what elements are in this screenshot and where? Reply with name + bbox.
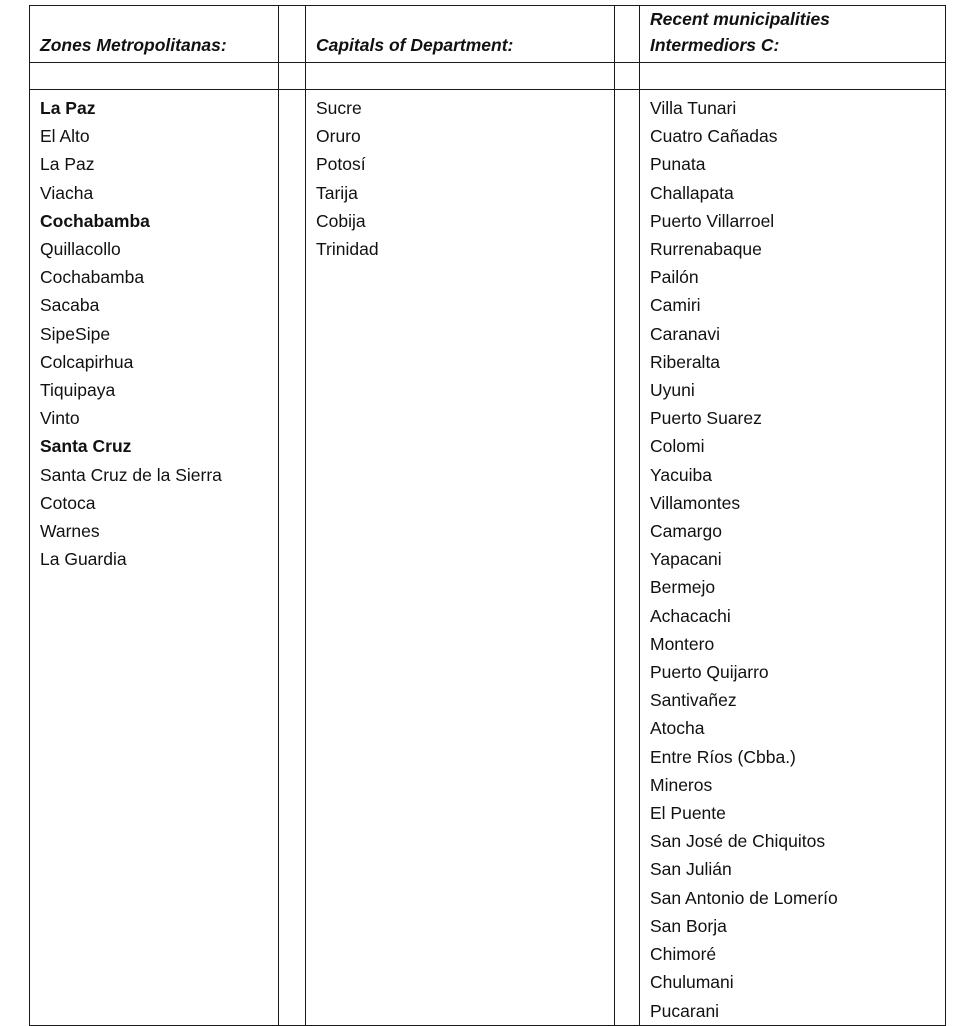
intermediate-list-item: Villa Tunari — [650, 98, 737, 118]
intermediate-list-item: Pailón — [650, 267, 699, 288]
intermediate-list-item: Camargo — [650, 521, 722, 542]
header-row — [30, 6, 946, 63]
metropolitan-header-cell — [30, 6, 279, 63]
intermediate-cell — [640, 90, 946, 1026]
intermediate-list-item: Chimoré — [650, 944, 717, 965]
intermediate-list-item: Challapata — [650, 182, 734, 203]
intermediate-list-item: Puerto Villarroel — [650, 210, 775, 231]
intermediate-list-item: Santivañez — [650, 690, 737, 711]
intermediate-list-item: San Borja — [650, 915, 727, 936]
intermediate-list-item: Punata — [650, 154, 706, 175]
gap-cell — [615, 6, 640, 63]
metropolitan-list-item: Cochabamba — [40, 210, 150, 231]
metropolitan-list-item: Cochabamba — [40, 267, 145, 288]
metropolitan-list-item: La Guardia — [40, 549, 127, 570]
metropolitan-list-item: SipeSipe — [40, 323, 111, 344]
capitals-cell — [306, 90, 615, 1026]
intermediate-list-item: El Puente — [650, 803, 726, 824]
body-row — [30, 90, 946, 1026]
intermediate-list-item: Puerto Quijarro — [650, 662, 769, 683]
capital-list-item: Trinidad — [316, 239, 379, 260]
gap-cell — [279, 90, 306, 1026]
metropolitan-list — [30, 90, 278, 573]
gap-cell — [279, 6, 306, 63]
intermediate-list-item: Cuatro Cañadas — [650, 126, 778, 147]
capitals-header-cell — [306, 6, 615, 63]
metropolitan-list-item: Santa Cruz — [40, 436, 132, 457]
intermediate-list-item: Caranavi — [650, 323, 721, 344]
capital-list-item: Sucre — [316, 98, 362, 118]
capital-list-item: Tarija — [316, 182, 358, 203]
intermediate-list-item: San Julián — [650, 859, 732, 880]
metropolitan-list-item: Santa Cruz de la Sierra — [40, 464, 222, 485]
intermediate-header-line2: Intermediors C: — [650, 35, 780, 55]
metropolitan-list-item: Vinto — [40, 408, 80, 429]
intermediate-list-item: Colomi — [650, 436, 705, 457]
intermediate-list-item: Puerto Suarez — [650, 408, 762, 429]
intermediate-list-item: Achacachi — [650, 605, 731, 626]
intermediate-list-item: Rurrenabaque — [650, 239, 762, 260]
capital-list-item: Cobija — [316, 210, 366, 231]
metropolitan-list-item: Cotoca — [40, 492, 96, 513]
intermediate-header — [640, 6, 945, 62]
intermediate-list-item: Yacuiba — [650, 464, 712, 485]
capitals-header: Capitals of Department: — [316, 35, 514, 55]
intermediate-list-item: Yapacani — [650, 549, 722, 570]
intermediate-list-item: Bermejo — [650, 577, 716, 598]
metropolitan-list-item: Warnes — [40, 521, 100, 542]
metropolitan-list-item: Quillacollo — [40, 239, 121, 260]
metropolitan-list-item: Sacaba — [40, 295, 100, 316]
intermediate-list-item: Atocha — [650, 718, 705, 739]
metropolitan-list-item: Tiquipaya — [40, 380, 116, 401]
capital-list-item: Oruro — [316, 126, 361, 147]
capital-list-item: Potosí — [316, 154, 366, 175]
intermediate-list — [640, 90, 945, 1025]
intermediate-list-item: San Antonio de Lomerío — [650, 887, 838, 908]
intermediate-list-item: Villamontes — [650, 492, 741, 513]
metropolitan-list-item: Viacha — [40, 182, 94, 203]
intermediate-list-item: Pucarani — [650, 1000, 720, 1021]
metropolitan-header: Zones Metropolitanas: — [40, 35, 227, 55]
intermediate-list-item: Entre Ríos (Cbba.) — [650, 746, 796, 767]
metropolitan-list-item: Colcapirhua — [40, 351, 134, 372]
metropolitan-list-item: La Paz — [40, 154, 95, 175]
intermediate-list-item: Chulumani — [650, 972, 734, 993]
intermediate-list-item: Montero — [650, 633, 715, 654]
intermediate-header-cell — [640, 6, 946, 63]
intermediate-header-line1: Recent municipalities — [650, 9, 830, 29]
gap-cell — [615, 90, 640, 1026]
intermediate-list-item: Camiri — [650, 295, 701, 316]
metropolitan-list-item: La Paz — [40, 98, 96, 118]
metropolitan-cell — [30, 90, 279, 1026]
spacer-row — [30, 63, 946, 90]
metropolitan-list-item: El Alto — [40, 126, 90, 147]
intermediate-list-item: Riberalta — [650, 351, 721, 372]
intermediate-list-item: Mineros — [650, 774, 713, 795]
municipalities-table — [29, 5, 946, 1026]
capitals-list — [306, 90, 614, 263]
intermediate-list-item: Uyuni — [650, 380, 695, 401]
intermediate-list-item: San José de Chiquitos — [650, 831, 826, 852]
